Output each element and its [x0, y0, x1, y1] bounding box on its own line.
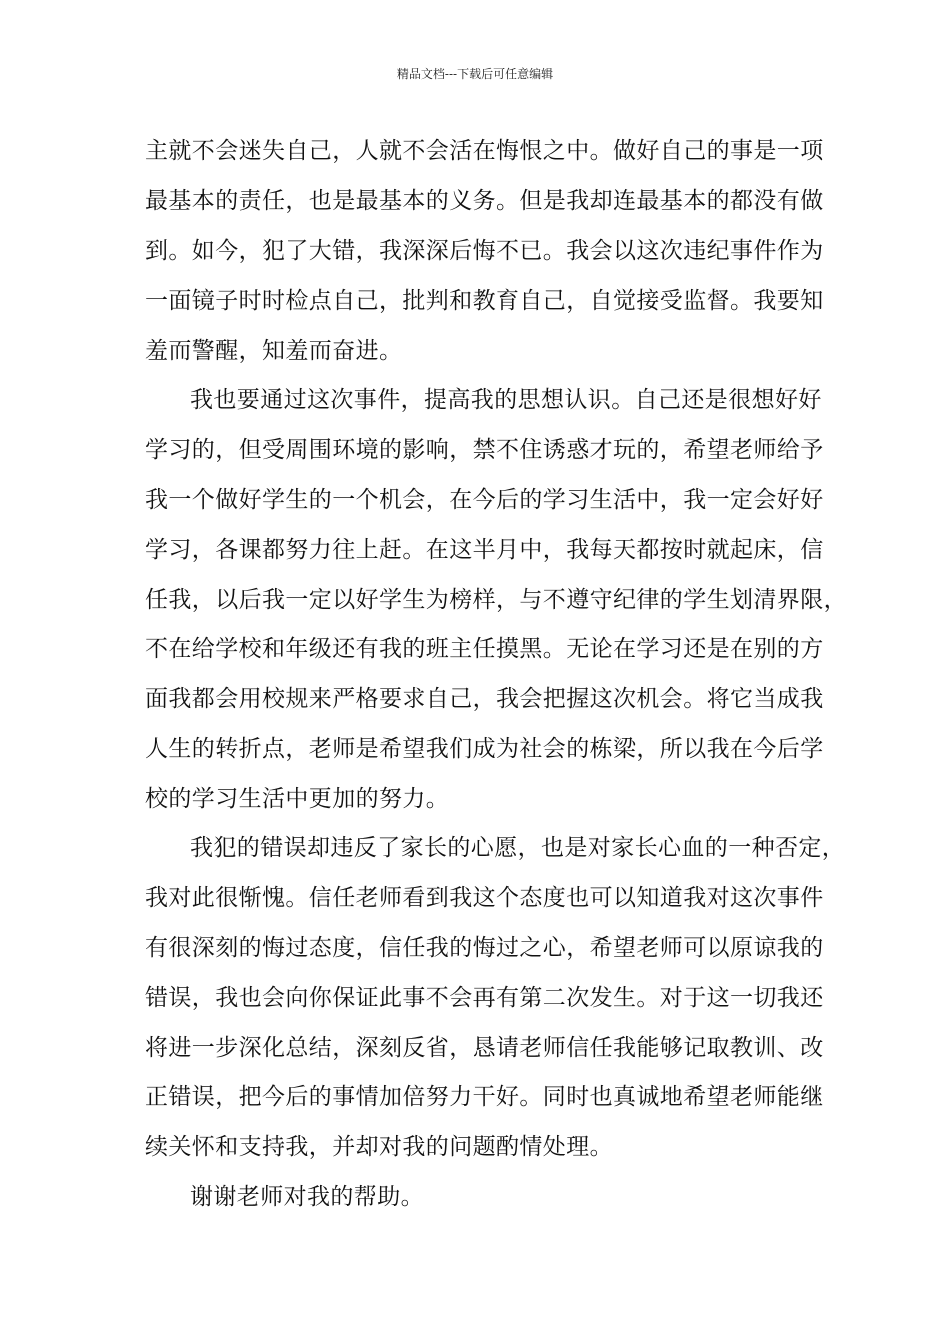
- paragraph-line: 我对此很惭愧。信任老师看到我这个态度也可以知道我对这次事件: [145, 885, 824, 911]
- paragraph-line: 一面镜子时时检点自己，批判和教育自己，自觉接受监督。我要知: [145, 288, 824, 314]
- paragraph-line: 学习，各课都努力往上赶。在这半月中，我每天都按时就起床，信: [145, 537, 824, 563]
- paragraph-line: 最基本的责任，也是最基本的义务。但是我却连最基本的都没有做: [145, 188, 824, 214]
- paragraph-line: 有很深刻的悔过态度，信任我的悔过之心，希望老师可以原谅我的: [145, 935, 824, 961]
- paragraph-line: 羞而警醒，知羞而奋进。: [145, 338, 403, 364]
- paragraph-line: 任我，以后我一定以好学生为榜样，与不遵守纪律的学生划清界限，: [145, 587, 847, 613]
- paragraph-line: 学习的，但受周围环境的影响，禁不住诱惑才玩的，希望老师给予: [145, 437, 824, 463]
- paragraph-line: 到。如今，犯了大错，我深深后悔不已。我会以这次违纪事件作为: [145, 238, 824, 264]
- paragraph-line: 续关怀和支持我，并却对我的问题酌情处理。: [145, 1134, 613, 1160]
- closing-line: 谢谢老师对我的帮助。: [190, 1184, 424, 1210]
- paragraph-line: 校的学习生活中更加的努力。: [145, 786, 450, 812]
- paragraph-line: 正错误，把今后的事情加倍努力干好。同时也真诚地希望老师能继: [145, 1084, 824, 1110]
- paragraph-line: 我一个做好学生的一个机会，在今后的学习生活中，我一定会好好: [145, 487, 824, 513]
- page-header: 精品文档---下载后可任意编辑: [396, 67, 554, 81]
- paragraph-first-line: 我也要通过这次事件，提高我的思想认识。自己还是很想好好: [190, 387, 822, 413]
- paragraph-line: 主就不会迷失自己，人就不会活在悔恨之中。做好自己的事是一项: [145, 138, 824, 164]
- paragraph-line: 人生的转折点，老师是希望我们成为社会的栋梁，所以我在今后学: [145, 736, 824, 762]
- paragraph-line: 错误，我也会向你保证此事不会再有第二次发生。对于这一切我还: [145, 985, 824, 1011]
- paragraph-first-line: 我犯的错误却违反了家长的心愿，也是对家长心血的一种否定，: [190, 835, 846, 861]
- paragraph-line: 面我都会用校规来严格要求自己，我会把握这次机会。将它当成我: [145, 686, 824, 712]
- paragraph-line: 将进一步深化总结，深刻反省，恳请老师信任我能够记取教训、改: [145, 1035, 824, 1061]
- paragraph-line: 不在给学校和年级还有我的班主任摸黑。无论在学习还是在别的方: [145, 636, 824, 662]
